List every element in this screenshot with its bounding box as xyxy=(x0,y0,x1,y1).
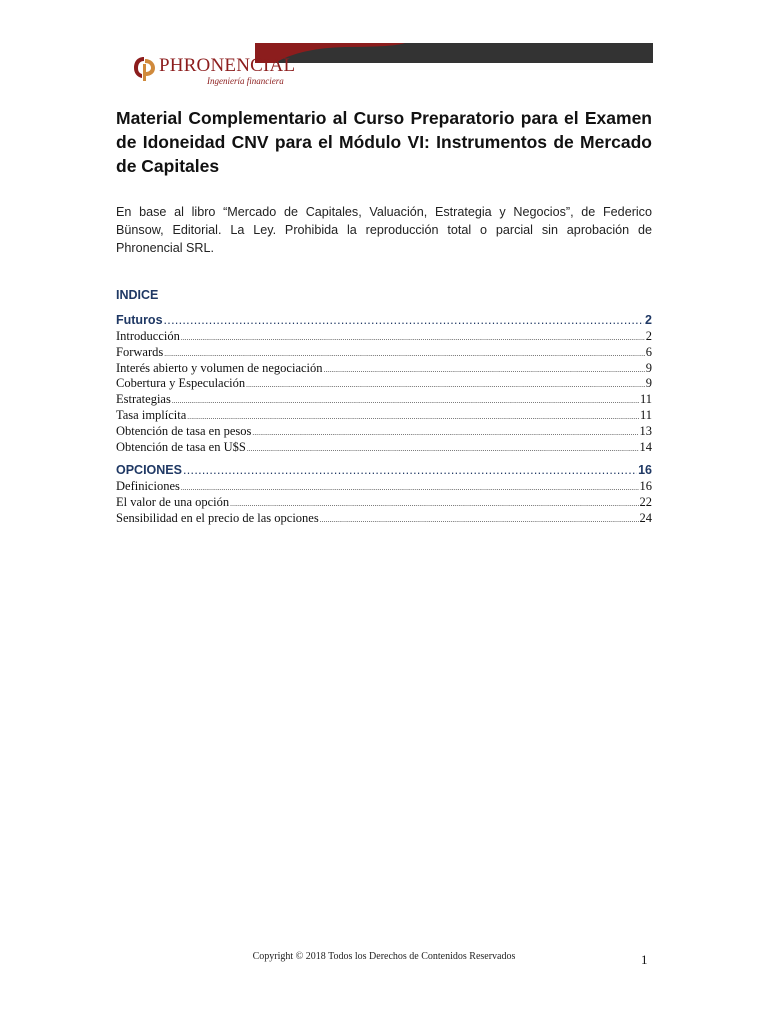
toc-leader-dots xyxy=(230,497,638,511)
toc-entry-title: Obtención de tasa en pesos xyxy=(116,423,252,438)
toc-entry-page: 14 xyxy=(639,439,652,454)
toc-entry-page: 9 xyxy=(645,360,652,375)
toc-entry-title: Obtención de tasa en U$S xyxy=(116,439,246,454)
toc-leader-dots xyxy=(252,426,638,440)
toc-leader-dots xyxy=(172,394,639,408)
brand-logo xyxy=(133,56,295,86)
toc-leader-dots xyxy=(181,331,645,345)
toc-entry-title: Forwards xyxy=(116,344,164,359)
document-title: Material Complementario al Curso Preparatorio para el Examen de Idoneidad CNV para el Módulo VI: Instrumentos de Mercado de Capitales xyxy=(116,108,652,176)
document-intro: En base al libro “Mercado de Capitales, Valuación, Estrategia y Negocios”, de Federico Bünsow, Editorial. La Ley. Prohibida la reproducción total o parcial sin aprobación de Phronencial SRL. xyxy=(116,205,652,255)
toc-leader-dots xyxy=(164,347,645,361)
toc-leader-dots xyxy=(247,442,639,456)
toc-entry-title: Interés abierto y volumen de negociación xyxy=(116,360,323,375)
toc-section-title: Futuros xyxy=(116,313,163,327)
toc-entry[interactable] xyxy=(116,479,652,495)
toc-entry-page: 22 xyxy=(639,495,652,510)
toc-entry-title: Tasa implícita xyxy=(116,407,187,422)
phronencial-logo-icon xyxy=(133,56,157,82)
toc-entry[interactable] xyxy=(116,408,652,424)
toc-entry-title: Introducción xyxy=(116,329,180,343)
brand-tagline: Ingeniería financiera xyxy=(207,76,284,86)
toc-section-gap xyxy=(116,455,652,462)
toc-entry[interactable] xyxy=(116,440,652,456)
toc-entry-page: 6 xyxy=(645,344,652,359)
toc-entry-page: 24 xyxy=(639,510,652,525)
toc-entry-title: Estrategias xyxy=(116,392,171,407)
toc-entry[interactable] xyxy=(116,329,652,345)
toc-entry-page: 2 xyxy=(645,329,652,343)
toc-entry-page: 16 xyxy=(639,479,652,494)
toc-entry[interactable] xyxy=(116,424,652,440)
index-heading: INDICE xyxy=(116,288,159,302)
toc-entry-title: Sensibilidad en el precio de las opciones xyxy=(116,510,319,525)
toc-entry-page: 11 xyxy=(639,407,652,422)
toc-entry[interactable] xyxy=(116,511,652,527)
toc-entry-title: Definiciones xyxy=(116,479,180,494)
toc-leader-dots xyxy=(324,363,645,377)
toc-section-page: 2 xyxy=(645,313,652,327)
header-decorative-bar xyxy=(255,43,653,63)
toc-entry[interactable] xyxy=(116,361,652,377)
footer-copyright: Copyright © 2018 Todos los Derechos de Contenidos Reservados xyxy=(252,951,516,962)
toc-section-futuros[interactable] xyxy=(116,312,652,329)
toc-entry-page: 13 xyxy=(639,423,652,438)
toc-leader-dots xyxy=(320,513,639,527)
toc-section-page: 16 xyxy=(638,463,652,478)
toc-section-opciones[interactable] xyxy=(116,462,652,479)
toc-entry-page: 11 xyxy=(639,392,652,407)
toc-leader-dots xyxy=(187,410,639,424)
table-of-contents xyxy=(116,312,652,527)
toc-entry-page: 9 xyxy=(645,376,652,391)
toc-leader-dots xyxy=(164,312,645,329)
brand-name: PHRONENCIAL xyxy=(159,55,296,76)
toc-leader-dots xyxy=(183,462,637,479)
toc-leader-dots xyxy=(246,378,645,392)
toc-entry-title: Cobertura y Especulación xyxy=(116,376,246,391)
toc-entry-title: El valor de una opción xyxy=(116,495,230,510)
toc-entry[interactable] xyxy=(116,495,652,511)
toc-entry[interactable] xyxy=(116,345,652,361)
footer-page-number: 1 xyxy=(641,952,648,967)
toc-entry[interactable] xyxy=(116,392,652,408)
toc-entry[interactable] xyxy=(116,376,652,392)
toc-leader-dots xyxy=(181,481,639,495)
toc-section-title: OPCIONES xyxy=(116,463,182,478)
